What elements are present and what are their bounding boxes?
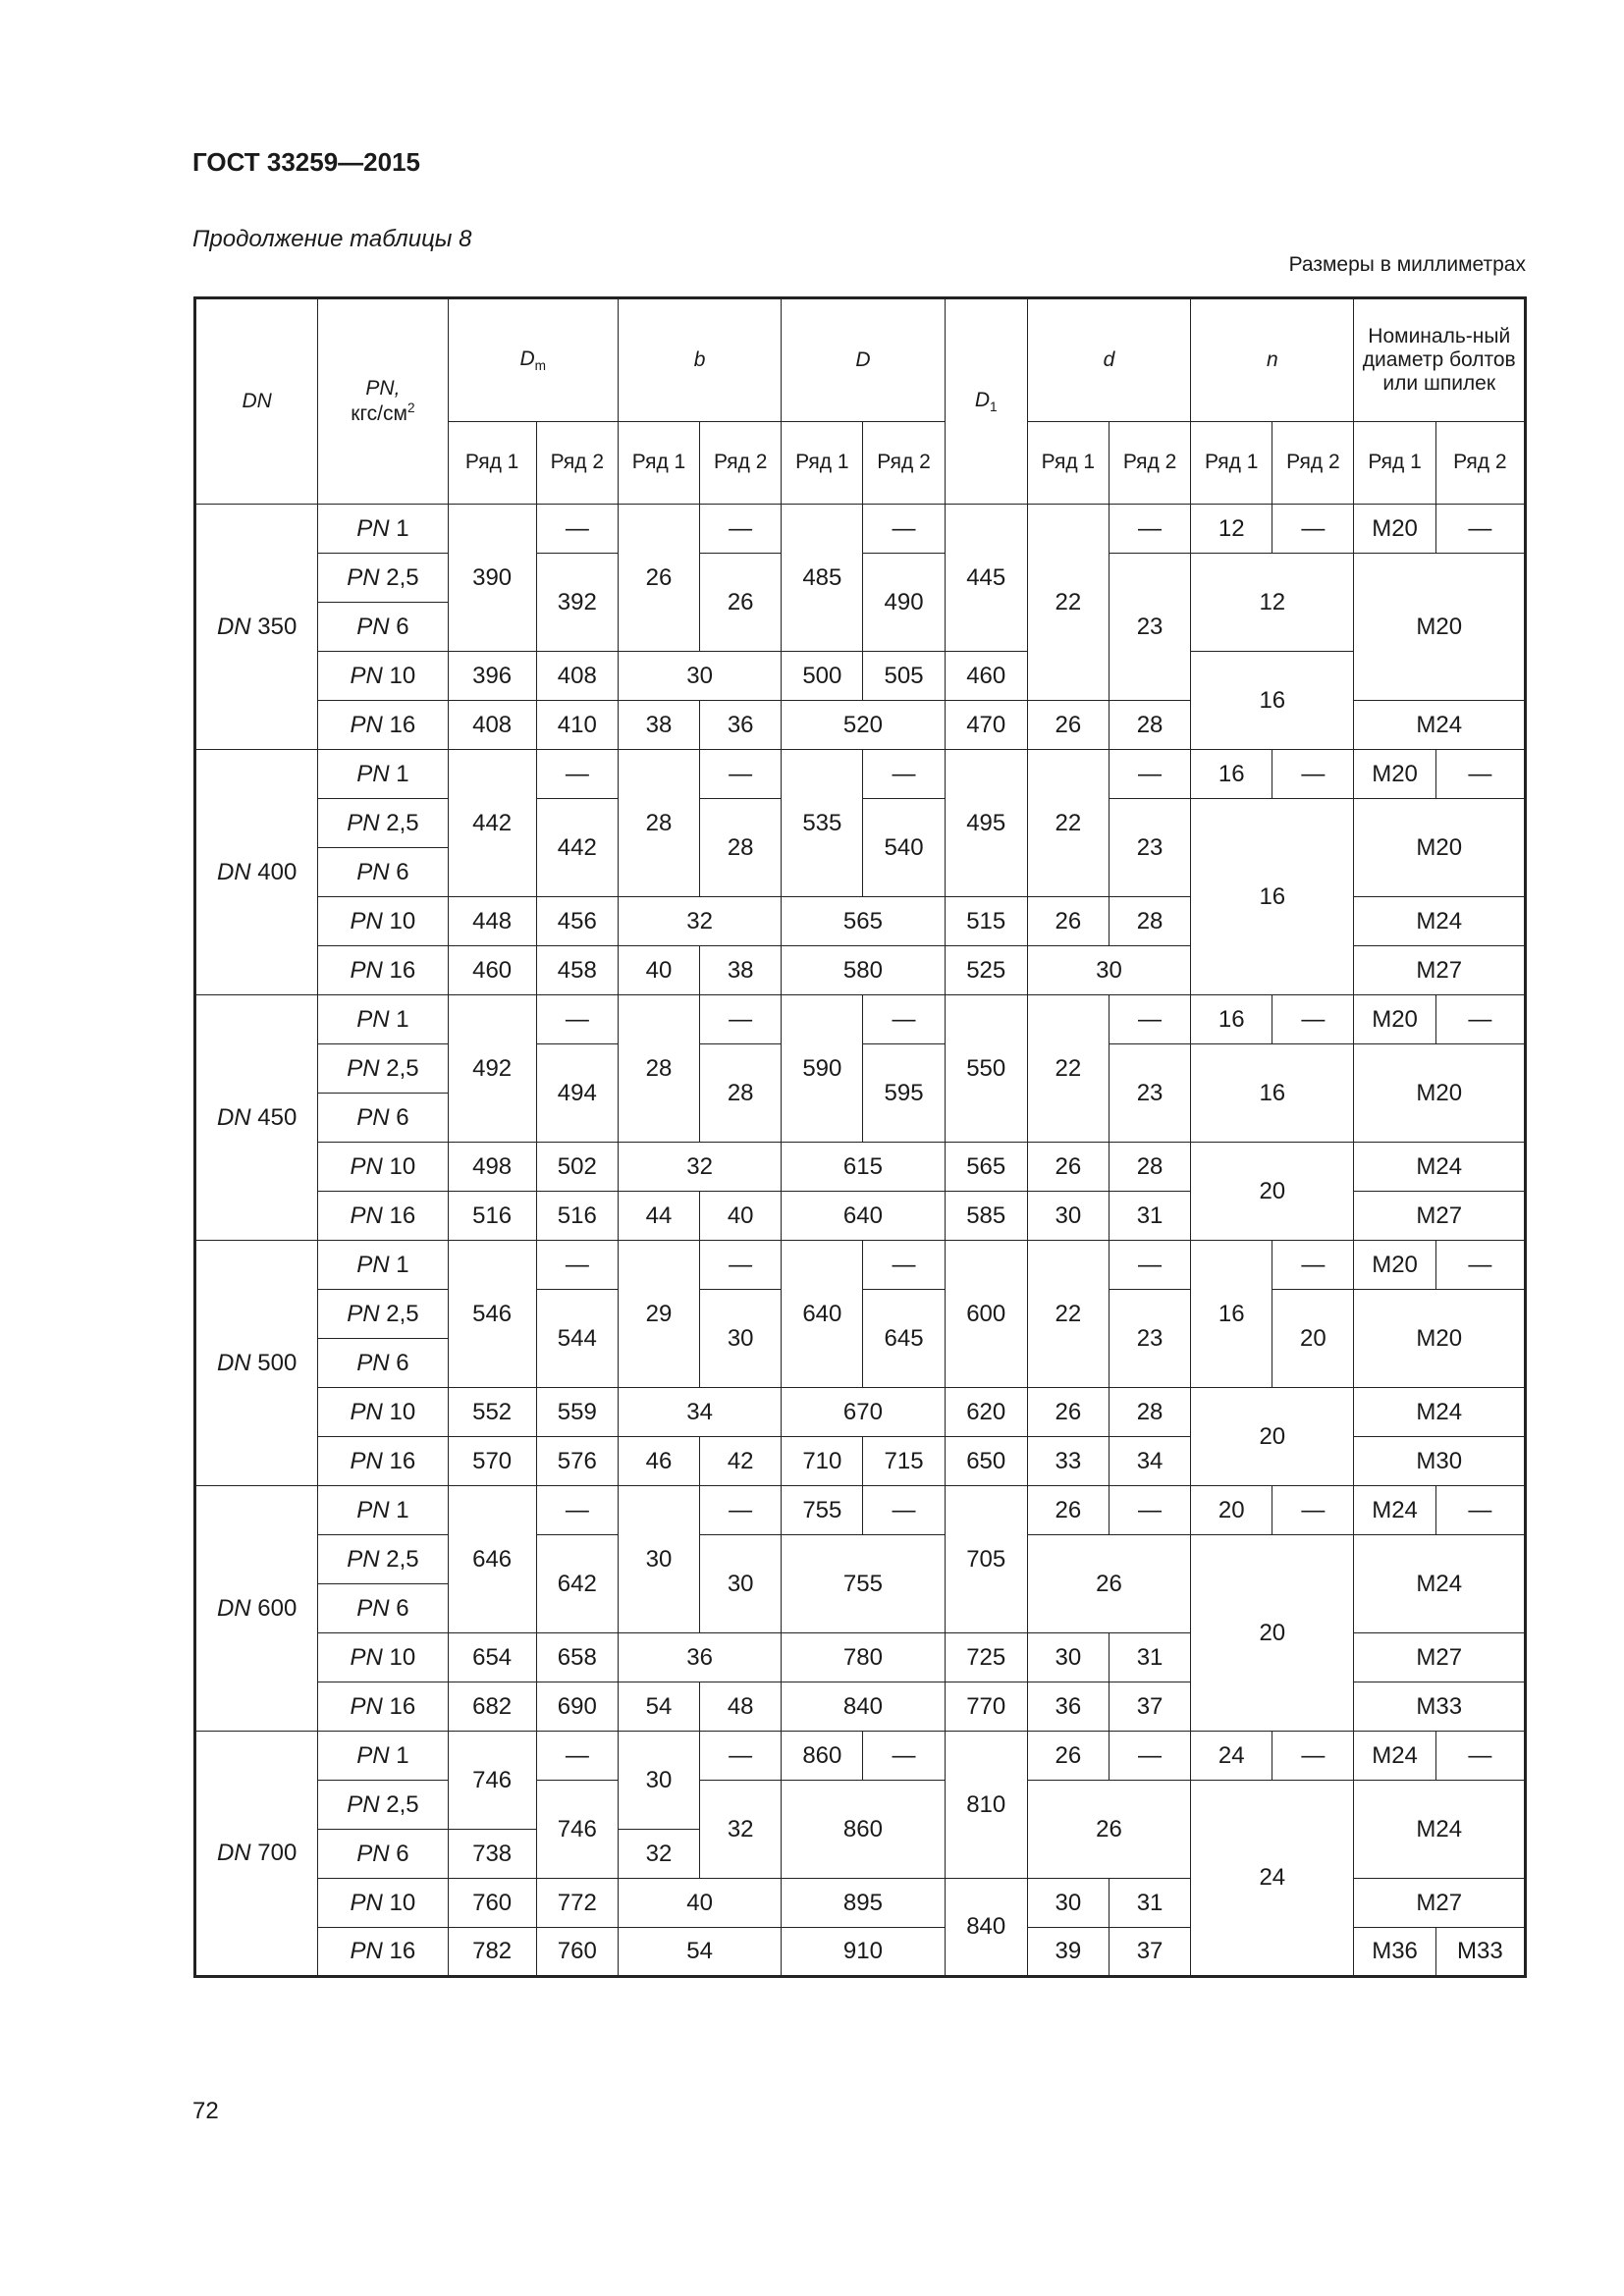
bolt-cell: M24 xyxy=(1354,1388,1526,1437)
table-row xyxy=(195,652,1526,701)
d-hole-row2-cell: — xyxy=(1109,1486,1190,1535)
dm-row2-cell: 408 xyxy=(536,652,618,701)
d-outer-cell: 670 xyxy=(782,1388,945,1437)
b-row1-cell: 44 xyxy=(618,1192,699,1241)
b-row2-cell: 30 xyxy=(700,1535,782,1633)
bolt-cell: M27 xyxy=(1354,1633,1526,1682)
table-row xyxy=(195,750,1526,799)
dm-row1-cell: 646 xyxy=(448,1486,536,1633)
d-outer-cell: 860 xyxy=(782,1781,945,1879)
dm-row1-cell: 460 xyxy=(448,946,536,995)
bolt-cell: M30 xyxy=(1354,1437,1526,1486)
d-hole-cell: 26 xyxy=(1027,1781,1190,1879)
n-cell: 20 xyxy=(1191,1535,1354,1732)
bolt-cell: M27 xyxy=(1354,946,1526,995)
dm-row1-cell: 442 xyxy=(448,750,536,897)
n-row2-cell: — xyxy=(1272,995,1354,1044)
n-cell: 16 xyxy=(1191,799,1354,995)
header-row1: Ряд 1 xyxy=(1354,422,1435,505)
dm-row1-cell: 448 xyxy=(448,897,536,946)
bolt-row2-cell: — xyxy=(1435,995,1525,1044)
n-row1-cell: 16 xyxy=(1191,995,1272,1044)
d-hole-cell: 26 xyxy=(1027,1535,1190,1633)
pn-cell: PN 1 xyxy=(318,750,448,799)
pn-cell: PN 2,5 xyxy=(318,799,448,848)
dm-row2-cell: 690 xyxy=(536,1682,618,1732)
d-hole-row2-cell: 31 xyxy=(1109,1879,1190,1928)
bolt-row1-cell: M24 xyxy=(1354,1486,1435,1535)
dm-row2-cell: 760 xyxy=(536,1928,618,1977)
d-outer-row2-cell: — xyxy=(863,750,945,799)
header-b: b xyxy=(618,298,781,422)
n-cell: 12 xyxy=(1191,554,1354,652)
d-hole-row1-cell: 22 xyxy=(1027,750,1109,897)
dm-row1-cell: 546 xyxy=(448,1241,536,1388)
pn-cell: PN 1 xyxy=(318,995,448,1044)
dm-row1-cell: 552 xyxy=(448,1388,536,1437)
d1-cell: 525 xyxy=(945,946,1027,995)
d1-cell: 445 xyxy=(945,505,1027,652)
d-hole-row2-cell: 28 xyxy=(1109,1143,1190,1192)
d-hole-row1-cell: 30 xyxy=(1027,1192,1109,1241)
dm-row2-cell: — xyxy=(536,1241,618,1290)
dm-row2-cell: 502 xyxy=(536,1143,618,1192)
table-row xyxy=(195,1535,1526,1584)
d-outer-cell: 780 xyxy=(782,1633,945,1682)
d-outer-cell: 565 xyxy=(782,897,945,946)
header-row1: Ряд 1 xyxy=(448,422,536,505)
pn-cell: PN 10 xyxy=(318,897,448,946)
dm-row2-cell: — xyxy=(536,995,618,1044)
pn-cell: PN 10 xyxy=(318,1879,448,1928)
d-hole-row2-cell: 28 xyxy=(1109,701,1190,750)
d1-cell: 810 xyxy=(945,1732,1027,1879)
dm-row2-cell: 746 xyxy=(536,1781,618,1879)
bolt-row2-cell: — xyxy=(1435,750,1525,799)
d1-cell: 705 xyxy=(945,1486,1027,1633)
d-hole-row2-cell: 23 xyxy=(1109,554,1190,701)
bolt-cell: M20 xyxy=(1354,1290,1526,1388)
d-outer-cell: 520 xyxy=(782,701,945,750)
b-row2-cell: — xyxy=(700,750,782,799)
d-hole-row1-cell: 22 xyxy=(1027,1241,1109,1388)
b-row1-cell: 30 xyxy=(618,1732,699,1830)
d-outer-cell: 895 xyxy=(782,1879,945,1928)
header-row2: Ряд 2 xyxy=(1435,422,1525,505)
pn-cell: PN 10 xyxy=(318,652,448,701)
d-hole-row2-cell: — xyxy=(1109,750,1190,799)
n-cell: 20 xyxy=(1191,1143,1354,1241)
b-row2-cell: 30 xyxy=(700,1290,782,1388)
b-row2-cell: 48 xyxy=(700,1682,782,1732)
page-number: 72 xyxy=(192,2098,219,2124)
d1-cell: 600 xyxy=(945,1241,1027,1388)
dm-row1-cell: 682 xyxy=(448,1682,536,1732)
dm-row1-cell: 516 xyxy=(448,1192,536,1241)
b-cell: 30 xyxy=(618,652,781,701)
b-cell: 32 xyxy=(618,897,781,946)
n-row1-cell: 16 xyxy=(1191,750,1272,799)
b-row1-cell: 28 xyxy=(618,750,699,897)
dm-row2-cell: — xyxy=(536,750,618,799)
pn-cell: PN 1 xyxy=(318,1241,448,1290)
dm-row2-cell: 576 xyxy=(536,1437,618,1486)
dm-row2-cell: 544 xyxy=(536,1290,618,1388)
d1-cell: 515 xyxy=(945,897,1027,946)
b-cell: 36 xyxy=(618,1633,781,1682)
dm-row2-cell: 410 xyxy=(536,701,618,750)
table-row xyxy=(195,1486,1526,1535)
bolt-row1-cell: M24 xyxy=(1354,1732,1435,1781)
dm-row2-cell: 494 xyxy=(536,1044,618,1143)
header-row2: Ряд 2 xyxy=(700,422,782,505)
d-hole-row2-cell: 23 xyxy=(1109,1290,1190,1388)
d-hole-cell: 30 xyxy=(1027,946,1190,995)
bolt-row2-cell: — xyxy=(1435,1241,1525,1290)
b-cell: 40 xyxy=(618,1879,781,1928)
d-outer-row2-cell: — xyxy=(863,1241,945,1290)
header-row2: Ряд 2 xyxy=(863,422,945,505)
dm-row2-cell: 642 xyxy=(536,1535,618,1633)
table-row xyxy=(195,1781,1526,1830)
b-row2-cell: 38 xyxy=(700,946,782,995)
pn-cell: PN 6 xyxy=(318,603,448,652)
d-hole-row1-cell: 30 xyxy=(1027,1633,1109,1682)
bolt-row2-cell: — xyxy=(1435,505,1525,554)
d-hole-row2-cell: 28 xyxy=(1109,897,1190,946)
d-outer-row1-cell: 590 xyxy=(782,995,863,1143)
n-cell: 16 xyxy=(1191,652,1354,750)
n-row2-cell: — xyxy=(1272,505,1354,554)
n-row1-cell: 16 xyxy=(1191,1241,1272,1388)
units-note: Размеры в миллиметрах xyxy=(1288,253,1526,276)
pn-cell: PN 16 xyxy=(318,701,448,750)
header-row1: Ряд 1 xyxy=(618,422,699,505)
pn-cell: PN 6 xyxy=(318,1094,448,1143)
d1-cell: 770 xyxy=(945,1682,1027,1732)
d-outer-cell: 580 xyxy=(782,946,945,995)
n-row1-cell: 12 xyxy=(1191,505,1272,554)
pn-cell: PN 1 xyxy=(318,1486,448,1535)
n-row1-cell: 20 xyxy=(1191,1486,1272,1535)
header-d-hole: d xyxy=(1027,298,1190,422)
d-outer-row2-cell: 595 xyxy=(863,1044,945,1143)
d-outer-row2-cell: — xyxy=(863,1732,945,1781)
dm-row2-cell: 772 xyxy=(536,1879,618,1928)
pn-cell: PN 6 xyxy=(318,1339,448,1388)
dm-row2-cell: — xyxy=(536,1486,618,1535)
d-outer-row2-cell: — xyxy=(863,1486,945,1535)
pn-cell: PN 10 xyxy=(318,1633,448,1682)
d-hole-row1-cell: 30 xyxy=(1027,1879,1109,1928)
b-cell: 34 xyxy=(618,1388,781,1437)
table-caption: Продолжение таблицы 8 xyxy=(192,226,472,252)
header-dn: DN xyxy=(195,298,318,505)
bolt-row1-cell: M20 xyxy=(1354,995,1435,1044)
dm-row2-cell: 559 xyxy=(536,1388,618,1437)
d-outer-row2-cell: 505 xyxy=(863,652,945,701)
d1-cell: 840 xyxy=(945,1879,1027,1977)
bolt-row2-cell: — xyxy=(1435,1732,1525,1781)
header-bolt: Номиналь-ный диаметр болтов или шпилек xyxy=(1354,298,1526,422)
d-hole-row1-cell: 33 xyxy=(1027,1437,1109,1486)
dm-row2-cell: 442 xyxy=(536,799,618,897)
pn-cell: PN 2,5 xyxy=(318,1781,448,1830)
d-hole-row2-cell: 37 xyxy=(1109,1682,1190,1732)
d-hole-row2-cell: 34 xyxy=(1109,1437,1190,1486)
d1-cell: 620 xyxy=(945,1388,1027,1437)
d-outer-row1-cell: 500 xyxy=(782,652,863,701)
bolt-cell: M27 xyxy=(1354,1192,1526,1241)
n-row1-cell: 24 xyxy=(1191,1732,1272,1781)
pn-cell: PN 2,5 xyxy=(318,1044,448,1094)
dn-cell: DN 350 xyxy=(195,505,318,750)
d1-cell: 725 xyxy=(945,1633,1027,1682)
bolt-row1-cell: M20 xyxy=(1354,505,1435,554)
bolt-row1-cell: M20 xyxy=(1354,750,1435,799)
dn-cell: DN 500 xyxy=(195,1241,318,1486)
b-row1-cell: 28 xyxy=(618,995,699,1143)
header-row1: Ряд 1 xyxy=(1027,422,1109,505)
bolt-row1-cell: M20 xyxy=(1354,1241,1435,1290)
d-outer-row2-cell: — xyxy=(863,995,945,1044)
d-outer-row1-cell: 535 xyxy=(782,750,863,897)
d-outer-row1-cell: 710 xyxy=(782,1437,863,1486)
d-outer-cell: 755 xyxy=(782,1535,945,1633)
pn-cell: PN 6 xyxy=(318,1584,448,1633)
pn-cell: PN 1 xyxy=(318,1732,448,1781)
b-row2-cell: — xyxy=(700,1241,782,1290)
d-hole-row2-cell: — xyxy=(1109,505,1190,554)
b-row2-cell: 42 xyxy=(700,1437,782,1486)
pn-cell: PN 16 xyxy=(318,1682,448,1732)
b-row1-cell: 46 xyxy=(618,1437,699,1486)
pn-cell: PN 16 xyxy=(318,946,448,995)
d-outer-cell: 640 xyxy=(782,1192,945,1241)
d-hole-row2-cell: 31 xyxy=(1109,1192,1190,1241)
d-outer-row1-cell: 640 xyxy=(782,1241,863,1388)
d-hole-row1-cell: 39 xyxy=(1027,1928,1109,1977)
d-hole-row1-cell: 36 xyxy=(1027,1682,1109,1732)
header-row1: Ряд 1 xyxy=(1191,422,1272,505)
d1-cell: 585 xyxy=(945,1192,1027,1241)
header-row2: Ряд 2 xyxy=(536,422,618,505)
d-outer-row1-cell: 485 xyxy=(782,505,863,652)
d1-cell: 470 xyxy=(945,701,1027,750)
dm-row2-cell: 516 xyxy=(536,1192,618,1241)
header-n: n xyxy=(1191,298,1354,422)
b-row2-cell: — xyxy=(700,505,782,554)
d-outer-row2-cell: 645 xyxy=(863,1290,945,1388)
dm-row1-cell: 760 xyxy=(448,1879,536,1928)
d-hole-row1-cell: 22 xyxy=(1027,505,1109,701)
bolt-cell: M33 xyxy=(1354,1682,1526,1732)
d-hole-row2-cell: 31 xyxy=(1109,1633,1190,1682)
pn-cell: PN 2,5 xyxy=(318,554,448,603)
b-row1-cell: 38 xyxy=(618,701,699,750)
header-row2: Ряд 2 xyxy=(1109,422,1190,505)
d-hole-row1-cell: 26 xyxy=(1027,701,1109,750)
d1-cell: 460 xyxy=(945,652,1027,701)
bolt-cell: M24 xyxy=(1354,1781,1526,1879)
d1-cell: 495 xyxy=(945,750,1027,897)
bolt-cell: M27 xyxy=(1354,1879,1526,1928)
pn-cell: PN 6 xyxy=(318,1830,448,1879)
bolt-cell: M24 xyxy=(1354,1143,1526,1192)
d-hole-row2-cell: — xyxy=(1109,1241,1190,1290)
d-outer-row2-cell: 715 xyxy=(863,1437,945,1486)
b-cell: 54 xyxy=(618,1928,781,1977)
d-hole-row1-cell: 26 xyxy=(1027,897,1109,946)
d-hole-row2-cell: — xyxy=(1109,1732,1190,1781)
d-hole-row1-cell: 26 xyxy=(1027,1486,1109,1535)
d-hole-row1-cell: 22 xyxy=(1027,995,1109,1143)
b-row2-cell: 26 xyxy=(700,554,782,652)
b-row2-cell: 32 xyxy=(700,1781,782,1879)
d-outer-cell: 910 xyxy=(782,1928,945,1977)
n-cell: 20 xyxy=(1191,1388,1354,1486)
d-outer-row2-cell: 540 xyxy=(863,799,945,897)
d-outer-row1-cell: 860 xyxy=(782,1732,863,1781)
n-cell: 24 xyxy=(1191,1781,1354,1977)
header-pn: PN, кгс/$см^2$ xyxy=(318,298,448,505)
dm-row2-cell: — xyxy=(536,1732,618,1781)
b-row2-cell: — xyxy=(700,995,782,1044)
d-outer-cell: 840 xyxy=(782,1682,945,1732)
pn-cell: PN 16 xyxy=(318,1928,448,1977)
pn-cell: PN 10 xyxy=(318,1143,448,1192)
b-row1-cell: 32 xyxy=(618,1830,699,1879)
dm-row1-cell: 738 xyxy=(448,1830,536,1879)
pn-cell: PN 1 xyxy=(318,505,448,554)
dm-row1-cell: 570 xyxy=(448,1437,536,1486)
table-row xyxy=(195,505,1526,554)
b-row1-cell: 54 xyxy=(618,1682,699,1732)
dm-row1-cell: 390 xyxy=(448,505,536,652)
dm-row1-cell: 492 xyxy=(448,995,536,1143)
d-hole-row1-cell: 26 xyxy=(1027,1732,1109,1781)
n-row2-cell: — xyxy=(1272,1241,1354,1290)
dm-row1-cell: 396 xyxy=(448,652,536,701)
header-d-outer: D xyxy=(782,298,945,422)
dm-row2-cell: 392 xyxy=(536,554,618,652)
dm-row2-cell: 658 xyxy=(536,1633,618,1682)
dm-row1-cell: 654 xyxy=(448,1633,536,1682)
n-row2-cell: — xyxy=(1272,1732,1354,1781)
table-row xyxy=(195,1732,1526,1781)
pn-cell: PN 6 xyxy=(318,848,448,897)
d-hole-row2-cell: 28 xyxy=(1109,1388,1190,1437)
b-row2-cell: 28 xyxy=(700,799,782,897)
d-hole-row1-cell: 26 xyxy=(1027,1143,1109,1192)
dm-row2-cell: 458 xyxy=(536,946,618,995)
dn-cell: DN 450 xyxy=(195,995,318,1241)
header-row2: Ряд 2 xyxy=(1272,422,1354,505)
table-row xyxy=(195,1388,1526,1437)
d-outer-row1-cell: 755 xyxy=(782,1486,863,1535)
pn-cell: PN 16 xyxy=(318,1437,448,1486)
dm-row1-cell: 782 xyxy=(448,1928,536,1977)
table-row xyxy=(195,1241,1526,1290)
bolt-row2-cell: M33 xyxy=(1435,1928,1525,1977)
d-outer-row2-cell: — xyxy=(863,505,945,554)
n-row2-cell: — xyxy=(1272,1486,1354,1535)
b-row1-cell: 40 xyxy=(618,946,699,995)
d-hole-row2-cell: 23 xyxy=(1109,799,1190,897)
b-row1-cell: 29 xyxy=(618,1241,699,1388)
header-dm: $D_m$ xyxy=(448,298,618,422)
dn-cell: DN 700 xyxy=(195,1732,318,1977)
flange-dimensions-table xyxy=(193,296,1527,1978)
b-row2-cell: — xyxy=(700,1732,782,1781)
d1-cell: 650 xyxy=(945,1437,1027,1486)
dm-row1-cell: 498 xyxy=(448,1143,536,1192)
d-hole-row2-cell: 37 xyxy=(1109,1928,1190,1977)
dn-cell: DN 400 xyxy=(195,750,318,995)
pn-cell: PN 16 xyxy=(318,1192,448,1241)
table-row xyxy=(195,1143,1526,1192)
d-hole-row1-cell: 26 xyxy=(1027,1388,1109,1437)
d-outer-row2-cell: 490 xyxy=(863,554,945,652)
table-row xyxy=(195,995,1526,1044)
n-row2-cell: — xyxy=(1272,750,1354,799)
pn-cell: PN 10 xyxy=(318,1388,448,1437)
bolt-cell: M20 xyxy=(1354,554,1526,701)
pn-cell: PN 2,5 xyxy=(318,1290,448,1339)
bolt-cell: M20 xyxy=(1354,799,1526,897)
pn-cell: PN 2,5 xyxy=(318,1535,448,1584)
dm-row1-cell: 746 xyxy=(448,1732,536,1830)
n-row2-cell: 20 xyxy=(1272,1290,1354,1388)
b-row2-cell: — xyxy=(700,1486,782,1535)
b-row1-cell: 26 xyxy=(618,505,699,652)
header-row1: Ряд 1 xyxy=(782,422,863,505)
b-row2-cell: 28 xyxy=(700,1044,782,1143)
dn-cell: DN 600 xyxy=(195,1486,318,1732)
bolt-cell: M20 xyxy=(1354,1044,1526,1143)
standard-header: ГОСТ 33259—2015 xyxy=(192,147,420,177)
bolt-row1-cell: M36 xyxy=(1354,1928,1435,1977)
d1-cell: 565 xyxy=(945,1143,1027,1192)
b-cell: 32 xyxy=(618,1143,781,1192)
header-d1: $D_1$ xyxy=(945,298,1027,505)
n-cell: 16 xyxy=(1191,1044,1354,1143)
b-row2-cell: 40 xyxy=(700,1192,782,1241)
dm-row2-cell: — xyxy=(536,505,618,554)
bolt-row2-cell: — xyxy=(1435,1486,1525,1535)
d-outer-cell: 615 xyxy=(782,1143,945,1192)
bolt-cell: M24 xyxy=(1354,701,1526,750)
bolt-cell: M24 xyxy=(1354,1535,1526,1633)
d-hole-row2-cell: — xyxy=(1109,995,1190,1044)
b-row1-cell: 30 xyxy=(618,1486,699,1633)
dm-row1-cell: 408 xyxy=(448,701,536,750)
d1-cell: 550 xyxy=(945,995,1027,1143)
d-hole-row2-cell: 23 xyxy=(1109,1044,1190,1143)
b-row2-cell: 36 xyxy=(700,701,782,750)
dm-row2-cell: 456 xyxy=(536,897,618,946)
bolt-cell: M24 xyxy=(1354,897,1526,946)
